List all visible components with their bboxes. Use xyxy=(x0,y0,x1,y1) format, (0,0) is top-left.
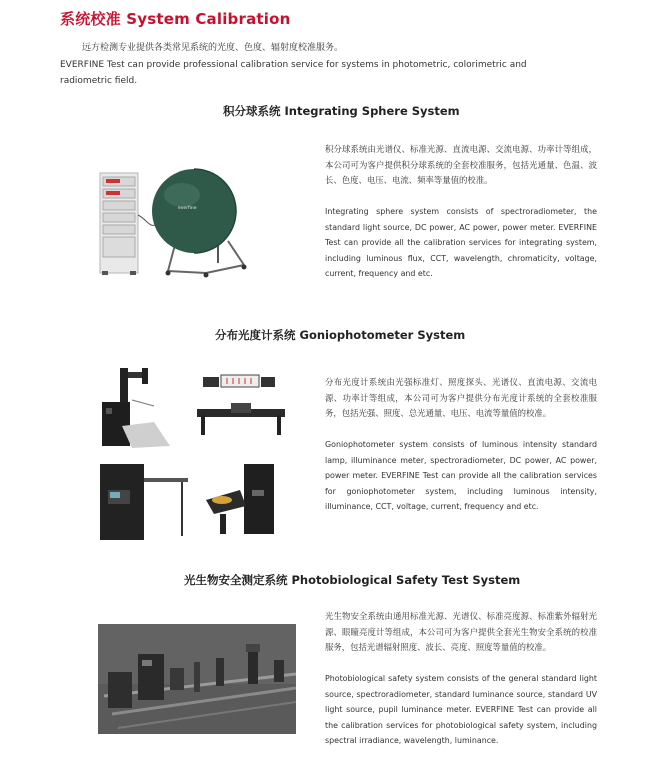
goniophotometer-image-2 xyxy=(195,371,287,443)
goniophotometer-image-1 xyxy=(92,362,177,450)
integrating-sphere-image xyxy=(86,155,266,281)
integrating-sphere-text-chinese: 积分球系统由光谱仪、标准光源、直流电源、交流电源、功率计等组成，本公司可为客户提供积分球系统的全套校准服务，包括光通量、色温、波长、色度、电压、电流、频率等量值的校准。 xyxy=(325,144,597,186)
goniophotometer-image-4 xyxy=(200,460,282,540)
goniophotometer-image-3 xyxy=(96,460,194,542)
everfine-logo-text: everfine xyxy=(178,206,197,211)
goniophotometer-text-english: Goniophotometer system consists of luminous intensity standard lamp, illuminance meter, spectroradiometer, DC power, AC power, power meter. EVERFINE Test can provide all the calibration services for goniophotometer system, including luminous intensity, illuminance, CCT, voltage, current, frequency and etc. xyxy=(325,440,597,512)
intro-english: EVERFINE Test can provide professional calibration service for systems in photometric, colorimetric and radiometric field. xyxy=(60,60,527,86)
section-title-integrating-sphere: 积分球系统 Integrating Sphere System xyxy=(223,104,460,118)
section-title-goniophotometer: 分布光度计系统 Goniophotometer System xyxy=(215,328,466,342)
photobiological-safety-image xyxy=(98,624,296,734)
photobiological-safety-text-chinese: 光生物安全系统由通用标准光源、光谱仪、标准亮度源、标准紫外辐射光源、眼瞳亮度计等组成，本公司可为客户提供全套光生物安全系统的校准服务，包括光谱辐射照度、波长、亮度、照度等量值的校准。 xyxy=(325,611,597,653)
goniophotometer-text-chinese: 分布光度计系统由光强标准灯、照度探头、光谱仪、直流电源、交流电源、功率计等组成，本公司可为客户提供分布光度计系统的全套校准服务，包括光强、照度、总光通量、电压、电流等量值的校准。 xyxy=(325,377,597,419)
photobiological-safety-text-english: Photobiological safety system consists of the general standard light source, spectroradiometer, standard luminance source, standard UV light source, pupil luminance meter. EVERFINE Test can provide all the calibration services for photobiological safety system, including spectral irradiance, wavelength, luminance. xyxy=(325,674,597,746)
integrating-sphere-text-english: Integrating sphere system consists of spectroradiometer, the standard light source, DC power, AC power, power meter. EVERFINE Test can provide all the calibration services for integrating system, including luminous flux, CCT, wavelength, chromaticity, voltage, current, frequency and etc. xyxy=(325,207,597,279)
section-title-photobiological-safety: 光生物安全测定系统 Photobiological Safety Test System xyxy=(184,573,521,587)
intro-chinese: 远方检测专业提供各类常见系统的光度、色度、辐射度校准服务。 xyxy=(82,43,344,53)
page-title: 系统校准 System Calibration xyxy=(60,10,291,28)
